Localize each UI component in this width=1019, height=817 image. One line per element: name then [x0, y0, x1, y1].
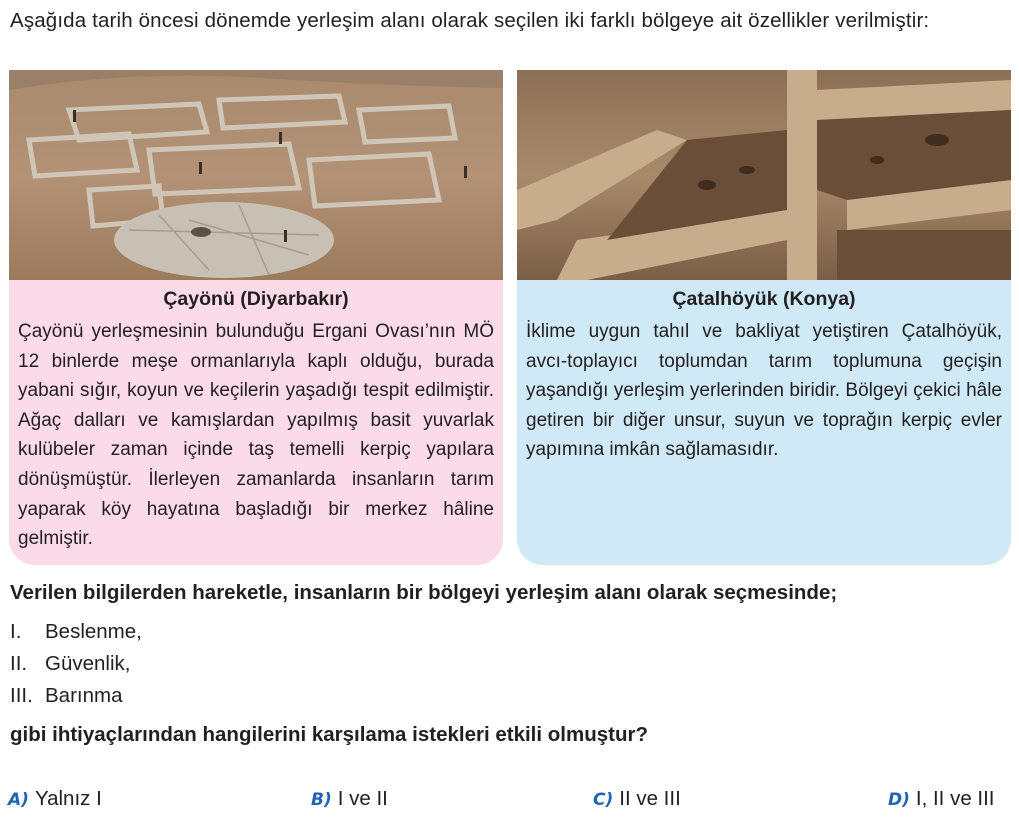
- cayonu-card: [9, 70, 503, 565]
- cayonu-photo: [9, 70, 503, 280]
- answer-choice-d[interactable]: [888, 784, 995, 815]
- answer-letter: D): [888, 790, 910, 810]
- answer-letter: A): [8, 790, 29, 810]
- catalhoyuk-title: Çatalhöyük (Konya): [672, 288, 856, 310]
- answer-choice-b[interactable]: [311, 784, 388, 815]
- answer-text: II ve III: [619, 787, 681, 810]
- answer-choice-a[interactable]: [8, 784, 102, 815]
- need-label: Güvenlik,: [45, 652, 131, 675]
- catalhoyuk-card: [517, 70, 1011, 565]
- answer-letter: B): [311, 790, 332, 810]
- need-numeral: I.: [10, 620, 22, 643]
- cayonu-title: Çayönü (Diyarbakır): [163, 288, 349, 310]
- need-numeral: II.: [10, 652, 28, 675]
- need-label: Beslenme,: [45, 620, 142, 643]
- needs-list: [10, 617, 142, 713]
- question-ending: gibi ihtiyaçlarından hangilerini karşılama istekleri etkili olmuştur?: [10, 723, 648, 746]
- answer-choice-c[interactable]: [593, 784, 681, 815]
- need-numeral: III.: [10, 684, 33, 707]
- need-item-1: [10, 617, 142, 649]
- answer-text: Yalnız I: [34, 787, 102, 810]
- answer-text: I, II ve III: [915, 787, 995, 810]
- cayonu-paragraph: Çayönü yerleşmesinin bulunduğu Ergani Ovası’nın MÖ 12 binlerde meşe ormanlarıyla kaplı olduğu, burada yabani sığır, koyun ve keçilerin yaşadığı tespit edilmiştir. Ağaç dalları ve kamışlardan yapılmış basit yuvarlak kulübeler zaman içinde taş temelli kerpiç yapılara dönüşmüştür. İlerleyen zamanlarda insanların tarım yaparak köy hayatına başladığı bir merkez hâline gelmiştir.: [18, 321, 494, 550]
- need-label: Barınma: [45, 684, 123, 707]
- catalhoyuk-photo: [517, 70, 1011, 280]
- question-stem: Verilen bilgilerden hareketle, insanların bir bölgeyi yerleşim alanı olarak seçmesinde;: [10, 581, 838, 604]
- need-item-3: [10, 681, 142, 713]
- catalhoyuk-text: [526, 317, 1002, 465]
- intro-text: Aşağıda tarih öncesi dönemde yerleşim alanı olarak seçilen iki farklı bölgeye ait özellikler verilmiştir:: [10, 9, 930, 32]
- answer-text: I ve II: [337, 787, 388, 810]
- cayonu-text: [18, 317, 494, 554]
- answer-letter: C): [593, 790, 614, 810]
- catalhoyuk-paragraph: İklime uygun tahıl ve bakliyat yetiştiren Çatalhöyük, avcı-toplayıcı toplumdan tarım toplumuna geçişin yaşandığı yerleşim yerlerinden biridir. Bölgeyi çekici hâle getiren bir diğer unsur, suyun ve toprağın kerpiç evler yapımına imkân sağlamasıdır.: [526, 321, 1002, 461]
- need-item-2: [10, 649, 142, 681]
